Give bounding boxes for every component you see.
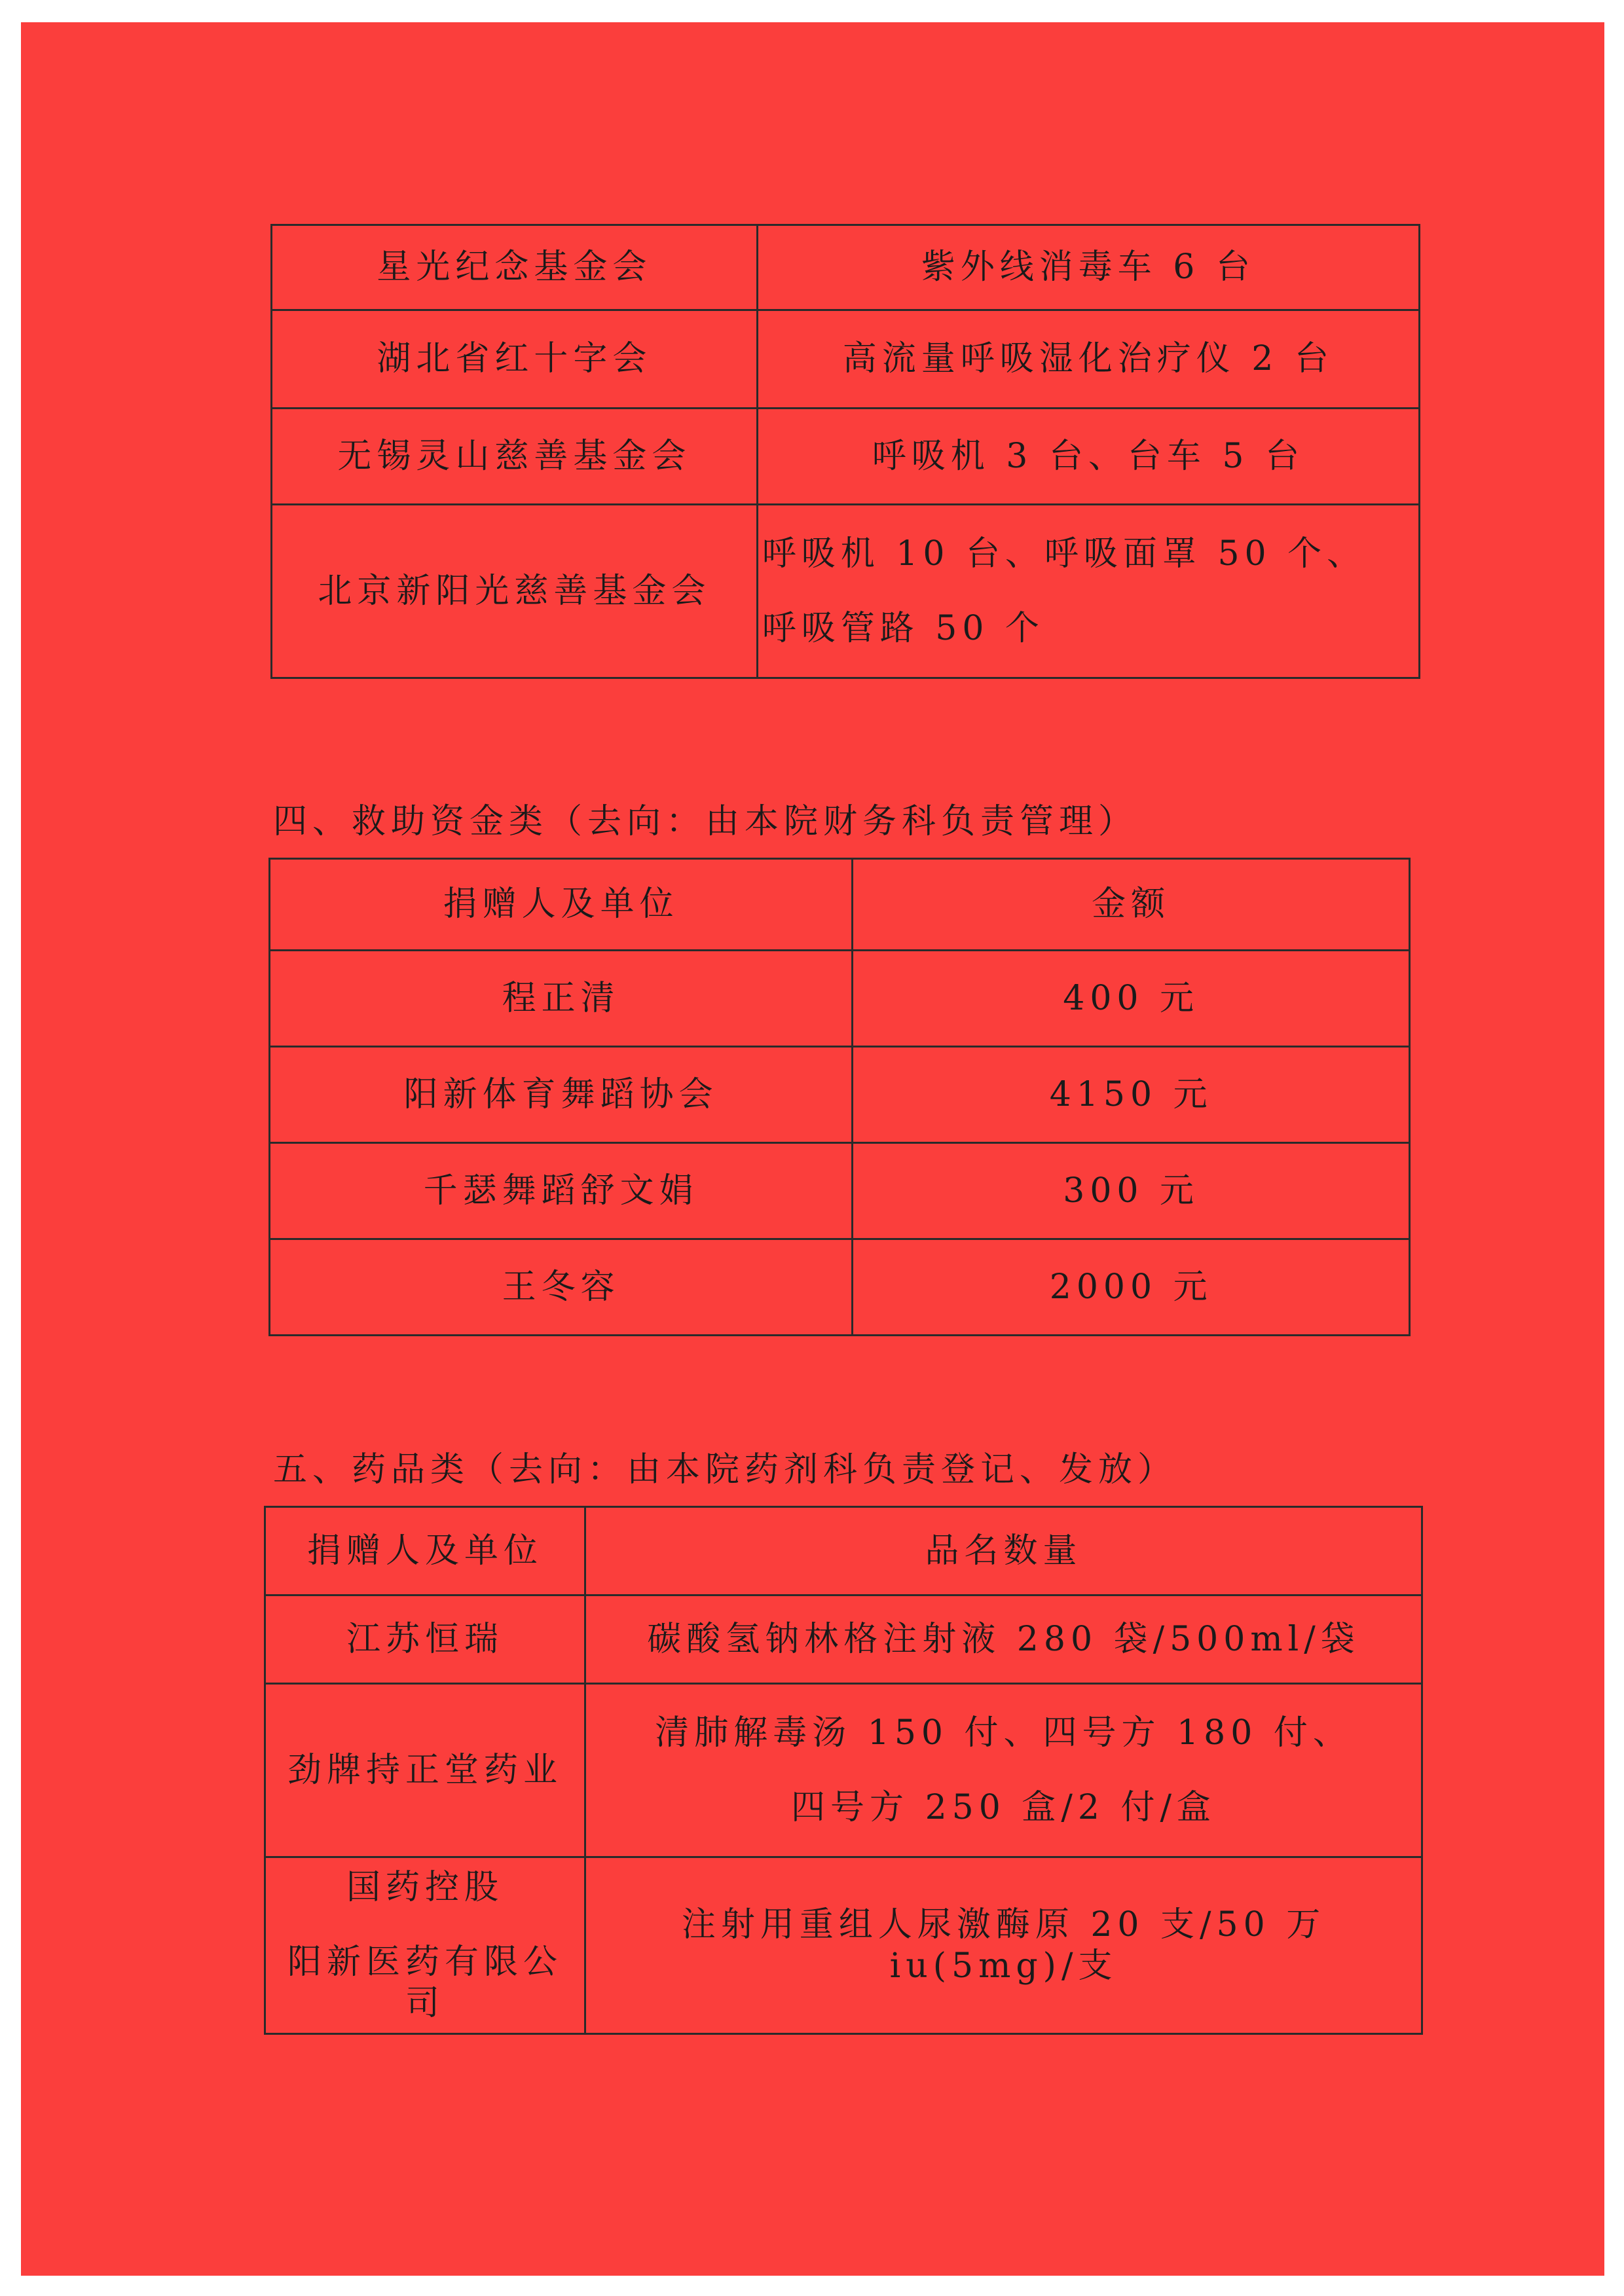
donor-cell: 千瑟舞蹈舒文娟 (270, 1143, 853, 1239)
donor-cell: 江苏恒瑞 (265, 1595, 585, 1684)
donor-cell (265, 1857, 585, 2034)
table-row (272, 310, 1420, 409)
table-header-row (265, 1507, 1422, 1595)
donor-cell: 北京新阳光慈善基金会 (272, 505, 758, 678)
table-row (272, 409, 1420, 505)
item-line: 四号方 250 盒/2 付/盒 (791, 1788, 1217, 1827)
donor-header: 捐赠人及单位 (265, 1507, 585, 1595)
amount-cell: 400 元 (853, 951, 1410, 1047)
donor-cell: 无锡灵山慈善基金会 (272, 409, 758, 505)
donor-cell: 程正清 (270, 951, 853, 1047)
funds-section-heading: 四、救助资金类（去向：由本院财务科负责管理） (273, 802, 1138, 841)
item-cell: 注射用重组人尿激酶原 20 支/50 万 iu(5mg)/支 (585, 1857, 1422, 2034)
donor-cell: 劲牌持正堂药业 (265, 1684, 585, 1857)
donor-line: 国药控股 (346, 1867, 504, 1907)
donor-header: 捐赠人及单位 (270, 859, 853, 951)
item-header: 品名数量 (585, 1507, 1422, 1595)
donor-cell: 星光纪念基金会 (272, 225, 758, 310)
amount-header: 金额 (853, 859, 1410, 951)
donor-cell: 阳新体育舞蹈协会 (270, 1047, 853, 1143)
item-line: 呼吸管路 50 个 (762, 609, 1044, 648)
table-row (265, 1684, 1422, 1857)
item-line: 呼吸机 10 台、呼吸面罩 50 个、 (762, 534, 1367, 574)
item-line: 清肺解毒汤 150 付、四号方 180 付、 (655, 1713, 1352, 1753)
donor-line: 阳新医药有限公司 (287, 1942, 563, 2023)
table-row (272, 505, 1420, 678)
table-row (265, 1595, 1422, 1684)
table-row (270, 1143, 1410, 1239)
amount-cell: 2000 元 (853, 1239, 1410, 1336)
item-cell: 高流量呼吸湿化治疗仪 2 台 (757, 310, 1419, 409)
document-page (21, 22, 1604, 2276)
amount-cell: 300 元 (853, 1143, 1410, 1239)
table-row (272, 225, 1420, 310)
table-row (270, 1239, 1410, 1336)
amount-cell: 4150 元 (853, 1047, 1410, 1143)
table-row (265, 1857, 1422, 2034)
funds-donation-table (268, 858, 1411, 1336)
table-header-row (270, 859, 1410, 951)
table-row (270, 1047, 1410, 1143)
equipment-donation-table (270, 224, 1420, 679)
item-cell (757, 505, 1419, 678)
item-cell: 紫外线消毒车 6 台 (757, 225, 1419, 310)
item-cell: 呼吸机 3 台、台车 5 台 (757, 409, 1419, 505)
medicine-donation-table (264, 1506, 1423, 2035)
donor-cell: 湖北省红十字会 (272, 310, 758, 409)
item-cell (585, 1684, 1422, 1857)
medicine-section-heading: 五、药品类（去向：由本院药剂科负责登记、发放） (273, 1450, 1177, 1489)
item-cell: 碳酸氢钠林格注射液 280 袋/500ml/袋 (585, 1595, 1422, 1684)
donor-cell: 王冬容 (270, 1239, 853, 1336)
table-row (270, 951, 1410, 1047)
